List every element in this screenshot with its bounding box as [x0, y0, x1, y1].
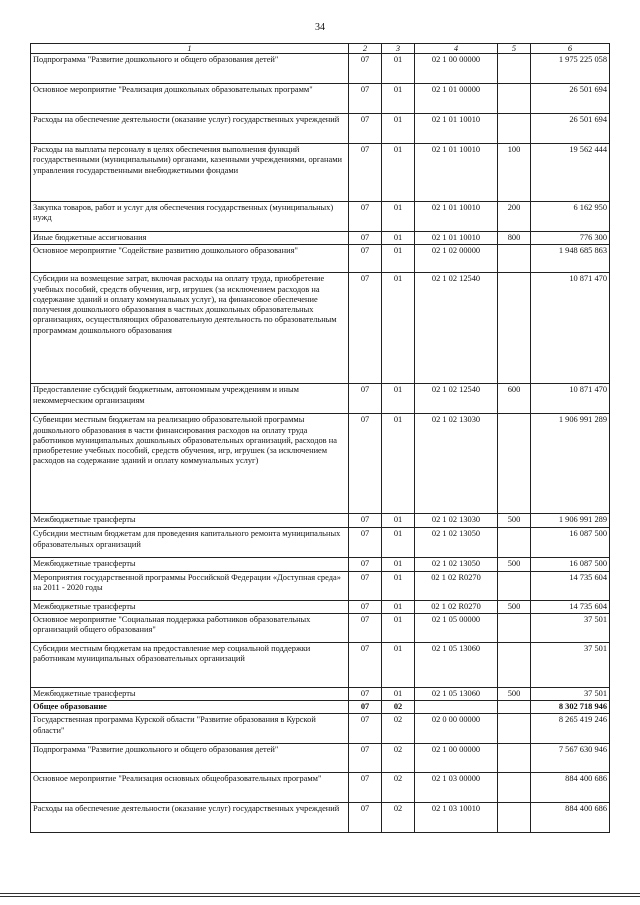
row-target-code: 02 1 03 00000	[415, 773, 498, 803]
budget-table	[30, 43, 610, 833]
row-amount: 14 735 604	[531, 571, 610, 600]
row-amount: 6 162 950	[531, 202, 610, 232]
row-expense-type	[498, 803, 531, 833]
row-target-code: 02 1 00 00000	[415, 54, 498, 84]
table-row	[31, 414, 610, 514]
row-name: Расходы на обеспечение деятельности (оказание услуг) государственных учреждений	[31, 803, 349, 833]
row-subsection: 01	[382, 613, 415, 642]
row-name: Межбюджетные трансферты	[31, 687, 349, 700]
table-row	[31, 600, 610, 613]
row-target-code: 02 1 02 12540	[415, 384, 498, 414]
row-subsection: 01	[382, 144, 415, 202]
row-name: Подпрограмма "Развитие дошкольного и общего образования детей"	[31, 54, 349, 84]
table-row	[31, 144, 610, 202]
row-expense-type	[498, 642, 531, 687]
row-target-code: 02 1 00 00000	[415, 744, 498, 773]
row-amount: 16 087 500	[531, 528, 610, 558]
row-section: 07	[349, 714, 382, 744]
row-target-code: 02 1 02 13050	[415, 528, 498, 558]
row-section: 07	[349, 144, 382, 202]
row-subsection: 02	[382, 773, 415, 803]
row-subsection: 02	[382, 744, 415, 773]
row-expense-type: 500	[498, 600, 531, 613]
table-row	[31, 528, 610, 558]
bottom-rule	[0, 896, 640, 897]
row-section: 07	[349, 642, 382, 687]
row-amount: 16 087 500	[531, 558, 610, 571]
row-subsection: 01	[382, 114, 415, 144]
row-subsection: 01	[382, 245, 415, 273]
row-subsection: 01	[382, 642, 415, 687]
row-amount: 26 501 694	[531, 84, 610, 114]
row-name: Субсидии местным бюджетам на предоставление мер социальной поддержки работникам муниципальных образовательных организаций	[31, 642, 349, 687]
row-target-code: 02 0 00 00000	[415, 714, 498, 744]
bottom-rule	[0, 893, 640, 894]
table-row	[31, 114, 610, 144]
row-section: 07	[349, 773, 382, 803]
row-expense-type	[498, 528, 531, 558]
row-subsection: 01	[382, 600, 415, 613]
row-target-code: 02 1 02 00000	[415, 245, 498, 273]
column-header: 1	[31, 44, 349, 54]
table-row	[31, 613, 610, 642]
row-name: Межбюджетные трансферты	[31, 514, 349, 528]
row-target-code: 02 1 03 10010	[415, 803, 498, 833]
row-section: 07	[349, 558, 382, 571]
row-name: Основное мероприятие "Социальная поддержка работников образовательных организаций общего образования"	[31, 613, 349, 642]
row-amount: 1 948 685 863	[531, 245, 610, 273]
table-row	[31, 701, 610, 714]
table-row	[31, 558, 610, 571]
row-expense-type: 500	[498, 687, 531, 700]
row-amount: 1 906 991 289	[531, 414, 610, 514]
column-header: 2	[349, 44, 382, 54]
row-name: Расходы на выплаты персоналу в целях обеспечения выполнения функций государственными (муниципальными) органами, казенными учреждениями, органами управления государственными внебюджетными фондами	[31, 144, 349, 202]
row-section: 07	[349, 114, 382, 144]
column-header: 6	[531, 44, 610, 54]
row-section: 07	[349, 232, 382, 245]
row-subsection: 01	[382, 558, 415, 571]
row-expense-type: 800	[498, 232, 531, 245]
column-header: 4	[415, 44, 498, 54]
row-target-code: 02 1 01 10010	[415, 202, 498, 232]
row-expense-type	[498, 744, 531, 773]
row-name: Подпрограмма "Развитие дошкольного и общего образования детей"	[31, 744, 349, 773]
row-expense-type	[498, 613, 531, 642]
row-expense-type	[498, 414, 531, 514]
table-header-row	[31, 44, 610, 54]
row-amount: 37 501	[531, 687, 610, 700]
row-section: 07	[349, 414, 382, 514]
row-target-code: 02 1 02 13030	[415, 414, 498, 514]
column-header: 3	[382, 44, 415, 54]
row-subsection: 02	[382, 803, 415, 833]
row-name: Мероприятия государственной программы Российской Федерации «Доступная среда» на 2011 - 2020 годы	[31, 571, 349, 600]
row-amount: 8 302 718 946	[531, 701, 610, 714]
row-name: Общее образование	[31, 701, 349, 714]
table-row	[31, 571, 610, 600]
row-target-code: 02 1 01 00000	[415, 84, 498, 114]
row-subsection: 01	[382, 414, 415, 514]
row-target-code: 02 1 02 13030	[415, 514, 498, 528]
row-amount: 19 562 444	[531, 144, 610, 202]
row-subsection: 01	[382, 232, 415, 245]
row-amount: 8 265 419 246	[531, 714, 610, 744]
row-amount: 1 975 225 058	[531, 54, 610, 84]
row-section: 07	[349, 744, 382, 773]
row-expense-type: 100	[498, 144, 531, 202]
table-row	[31, 245, 610, 273]
page-number: 34	[315, 22, 325, 33]
row-amount: 26 501 694	[531, 114, 610, 144]
row-name: Субсидии на возмещение затрат, включая расходы на оплату труда, приобретение учебных пособий, средств обучения, игр, игрушек (за исключением расходов на содержание зданий и оплату коммунальных услуг), на финансовое обеспечение получения дошкольного образования в частных дошкольных образовательных организациях, осуществляющих образовательную деятельность по образовательным программам дошкольного образования	[31, 273, 349, 384]
row-target-code: 02 1 05 13060	[415, 642, 498, 687]
table-row	[31, 642, 610, 687]
table-row	[31, 773, 610, 803]
row-amount: 884 400 686	[531, 803, 610, 833]
table-row	[31, 803, 610, 833]
row-target-code: 02 1 01 10010	[415, 232, 498, 245]
row-expense-type: 500	[498, 514, 531, 528]
row-expense-type	[498, 245, 531, 273]
row-section: 07	[349, 273, 382, 384]
row-section: 07	[349, 803, 382, 833]
table-row	[31, 202, 610, 232]
row-amount: 1 906 991 289	[531, 514, 610, 528]
row-name: Основное мероприятие "Содействие развитию дошкольного образования"	[31, 245, 349, 273]
row-section: 07	[349, 245, 382, 273]
row-section: 07	[349, 54, 382, 84]
row-subsection: 01	[382, 202, 415, 232]
row-name: Расходы на обеспечение деятельности (оказание услуг) государственных учреждений	[31, 114, 349, 144]
row-target-code: 02 1 05 13060	[415, 687, 498, 700]
row-section: 07	[349, 528, 382, 558]
row-section: 07	[349, 384, 382, 414]
row-subsection: 01	[382, 571, 415, 600]
row-expense-type	[498, 571, 531, 600]
row-target-code: 02 1 01 10010	[415, 114, 498, 144]
column-header: 5	[498, 44, 531, 54]
row-subsection: 01	[382, 54, 415, 84]
row-subsection: 01	[382, 84, 415, 114]
row-expense-type	[498, 273, 531, 384]
row-section: 07	[349, 202, 382, 232]
row-expense-type	[498, 54, 531, 84]
row-name: Закупка товаров, работ и услуг для обеспечения государственных (муниципальных) нужд	[31, 202, 349, 232]
row-section: 07	[349, 514, 382, 528]
row-amount: 7 567 630 946	[531, 744, 610, 773]
row-name: Субсидии местным бюджетам для проведения капитального ремонта муниципальных образовательных организаций	[31, 528, 349, 558]
row-expense-type: 200	[498, 202, 531, 232]
row-amount: 776 300	[531, 232, 610, 245]
row-name: Предоставление субсидий бюджетным, автономным учреждениям и иным некоммерческим организациям	[31, 384, 349, 414]
row-target-code: 02 1 02 12540	[415, 273, 498, 384]
row-subsection: 02	[382, 701, 415, 714]
table-row	[31, 744, 610, 773]
row-target-code: 02 1 05 00000	[415, 613, 498, 642]
table-row	[31, 273, 610, 384]
row-name: Субвенции местным бюджетам на реализацию образовательной программы дошкольного образования в части финансирования расходов на оплату труда работников муниципальных дошкольных образовательных организаций, расходов на приобретение учебных пособий, средств обучения, игр, игрушек (за исключением расходов на содержание зданий и оплату коммунальных услуг)	[31, 414, 349, 514]
row-name: Государственная программа Курской области "Развитие образования в Курской области"	[31, 714, 349, 744]
row-section: 07	[349, 571, 382, 600]
row-name: Основное мероприятие "Реализация дошкольных образовательных программ"	[31, 84, 349, 114]
row-amount: 10 871 470	[531, 384, 610, 414]
table-row	[31, 84, 610, 114]
row-amount: 37 501	[531, 613, 610, 642]
row-subsection: 01	[382, 687, 415, 700]
row-name: Межбюджетные трансферты	[31, 558, 349, 571]
row-section: 07	[349, 613, 382, 642]
row-amount: 884 400 686	[531, 773, 610, 803]
row-subsection: 01	[382, 273, 415, 384]
row-name: Межбюджетные трансферты	[31, 600, 349, 613]
row-amount: 14 735 604	[531, 600, 610, 613]
row-section: 07	[349, 701, 382, 714]
row-name: Основное мероприятие "Реализация основных общеобразовательных программ"	[31, 773, 349, 803]
table-row	[31, 54, 610, 84]
row-expense-type: 600	[498, 384, 531, 414]
row-subsection: 01	[382, 528, 415, 558]
row-expense-type	[498, 773, 531, 803]
row-target-code: 02 1 02 13050	[415, 558, 498, 571]
row-amount: 10 871 470	[531, 273, 610, 384]
row-expense-type	[498, 84, 531, 114]
row-section: 07	[349, 600, 382, 613]
table-row	[31, 384, 610, 414]
row-expense-type	[498, 701, 531, 714]
table-row	[31, 714, 610, 744]
row-target-code: 02 1 01 10010	[415, 144, 498, 202]
table-row	[31, 514, 610, 528]
row-target-code	[415, 701, 498, 714]
row-name: Иные бюджетные ассигнования	[31, 232, 349, 245]
row-expense-type	[498, 114, 531, 144]
row-target-code: 02 1 02 R0270	[415, 571, 498, 600]
row-section: 07	[349, 687, 382, 700]
row-section: 07	[349, 84, 382, 114]
row-expense-type	[498, 714, 531, 744]
row-subsection: 01	[382, 514, 415, 528]
table-row	[31, 232, 610, 245]
row-subsection: 02	[382, 714, 415, 744]
row-target-code: 02 1 02 R0270	[415, 600, 498, 613]
row-expense-type: 500	[498, 558, 531, 571]
row-amount: 37 501	[531, 642, 610, 687]
row-subsection: 01	[382, 384, 415, 414]
table-row	[31, 687, 610, 700]
